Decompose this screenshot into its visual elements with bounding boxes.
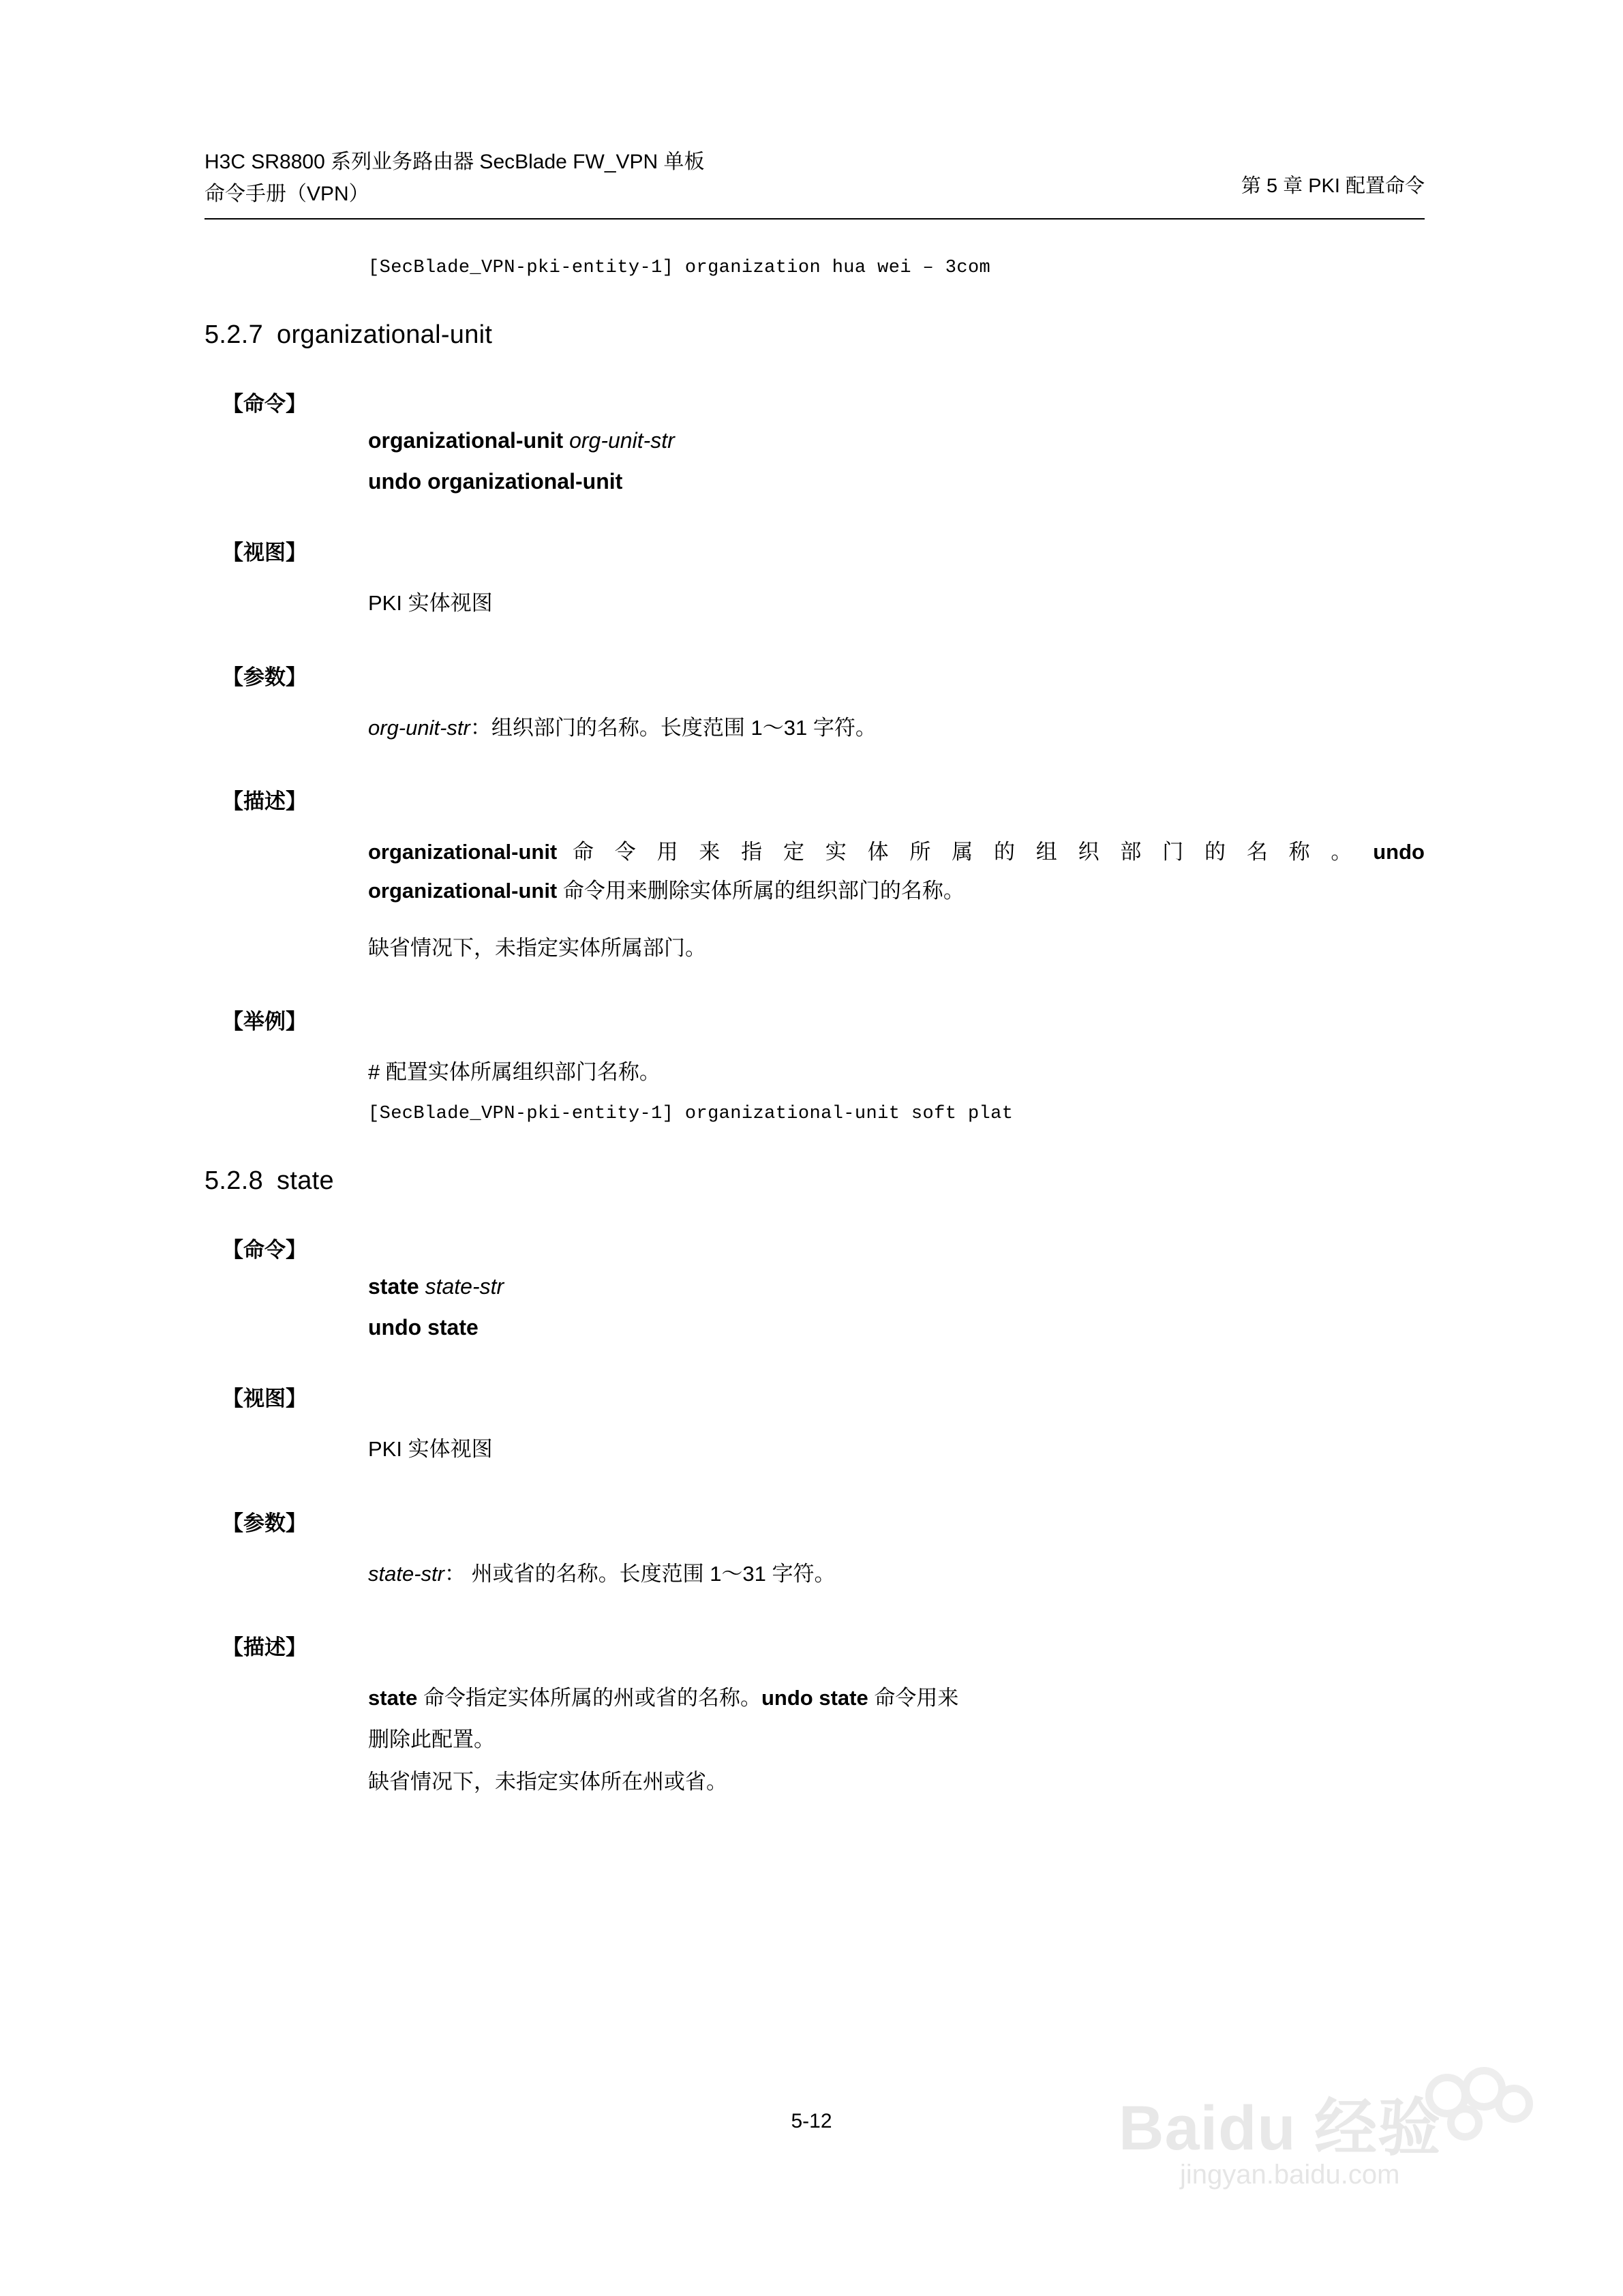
command-name: state: [368, 1274, 419, 1299]
parameter-desc: ： 州或省的名称。长度范围 1～31 字符。: [444, 1561, 836, 1586]
description-block: [368, 832, 1425, 967]
description-paragraph-2: 缺省情况下，未指定实体所属部门。: [368, 935, 706, 960]
description-cmd-1: organizational-unit: [368, 839, 558, 864]
command-line-undo: undo state: [368, 1314, 479, 1340]
description-text-2: 命令用来删除实体所属的组织部门的名称。: [557, 879, 965, 903]
page-content: [204, 245, 1425, 1801]
command-block: [368, 1270, 1425, 1344]
page-header: [204, 147, 1425, 210]
watermark-sub-text: jingyan.baidu.com: [1180, 2160, 1400, 2190]
description-block: [368, 1678, 1425, 1801]
example-block: [368, 1053, 1425, 1091]
header-title-line1: H3C SR8800 系列业务路由器 SecBlade FW_VPN 单板: [204, 151, 705, 173]
description-paragraph-1: [368, 1678, 1425, 1717]
label-view: 【视图】: [222, 1387, 307, 1411]
label-parameter: 【参数】: [222, 1511, 307, 1535]
parameter-block: [368, 1554, 1425, 1593]
parameter-name: state-str: [368, 1561, 444, 1586]
description-text-1: 命令指定实体所属的州或省的名称。: [417, 1686, 761, 1710]
view-text: PKI 实体视图: [368, 591, 493, 616]
parameter-block: [368, 708, 1425, 747]
description-cmd-1: state: [368, 1686, 418, 1710]
command-block: [368, 424, 1425, 498]
description-paragraph-1-cont: 删除此配置。: [368, 1727, 495, 1752]
command-line-undo: undo organizational-unit: [368, 468, 623, 494]
watermark-main-text: Baidu 经验: [1119, 2094, 1442, 2163]
view-block: [368, 1430, 1425, 1468]
watermark: [1119, 2071, 1541, 2214]
description-cmd-2: undo state: [761, 1686, 868, 1710]
description-text-2: 命令用来: [868, 1686, 959, 1710]
command-name: organizational-unit: [368, 428, 564, 453]
example-text: # 配置实体所属组织部门名称。: [368, 1059, 661, 1084]
description-text-1: 命 令 用 来 指 定 实 体 所 属 的 组 织 部 门 的 名 称 。: [557, 839, 1374, 864]
command-line: [368, 1270, 1425, 1304]
label-command: 【命令】: [222, 392, 307, 416]
section-number: 5.2.8: [204, 1166, 264, 1196]
label-parameter: 【参数】: [222, 665, 307, 689]
label-command: 【命令】: [222, 1238, 307, 1263]
section-heading-organizational-unit: [204, 320, 1425, 350]
description-paragraph-2: 缺省情况下，未指定实体所在州或省。: [368, 1769, 727, 1794]
view-block: [368, 584, 1425, 622]
header-chapter: 第 5 章 PKI 配置命令: [1241, 175, 1425, 197]
code-line-top: [SecBlade_VPN-pki-entity-1] organization hua wei – 3com: [368, 258, 991, 278]
view-text: PKI 实体视图: [368, 1437, 493, 1462]
label-description: 【描述】: [222, 789, 307, 813]
header-divider: [204, 218, 1425, 220]
label-description: 【描述】: [222, 1635, 307, 1660]
header-left: [204, 147, 705, 210]
section-heading-state: [204, 1166, 1425, 1196]
parameter-text: [368, 708, 1425, 747]
label-view: 【视图】: [222, 541, 307, 565]
example-code-line: [SecBlade_VPN-pki-entity-1] organizational-unit soft plat: [368, 1104, 1014, 1125]
description-paragraph-1: [368, 832, 1425, 911]
page-number: 5-12: [791, 2110, 832, 2132]
description-cmd-2: undo organizational-unit: [368, 839, 1425, 903]
header-title-line2: 命令手册（VPN）: [204, 182, 369, 205]
command-argument: state-str: [425, 1274, 504, 1299]
section-number: 5.2.7: [204, 320, 264, 349]
label-example: 【举例】: [222, 1009, 307, 1033]
parameter-desc: ：组织部门的名称。长度范围 1～31 字符。: [470, 715, 877, 740]
command-argument: org-unit-str: [569, 428, 675, 453]
command-line: [368, 424, 1425, 458]
section-title: organizational-unit: [277, 320, 493, 349]
parameter-text: [368, 1554, 1425, 1593]
section-title: state: [277, 1166, 334, 1196]
parameter-name: org-unit-str: [368, 715, 470, 740]
